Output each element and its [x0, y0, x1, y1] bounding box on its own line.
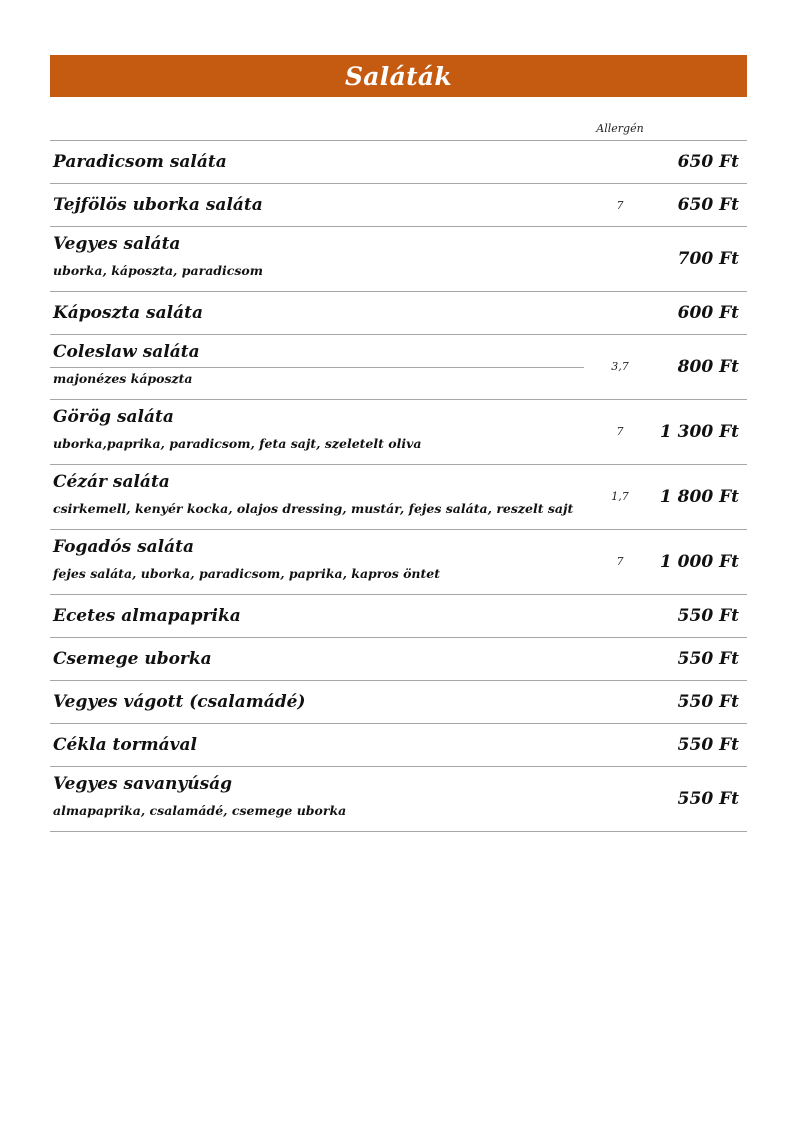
- item-price: 1 800 Ft: [659, 487, 739, 507]
- item-description: uborka,paprika, paradicsom, feta sajt, szeletelt oliva: [53, 436, 422, 451]
- divider: [50, 367, 584, 368]
- menu-item: [50, 400, 747, 465]
- menu-item: [50, 681, 747, 724]
- allergen-column-header: Allergén: [596, 122, 644, 135]
- item-allergen: 3,7: [611, 360, 629, 373]
- item-allergen: 7: [616, 199, 624, 212]
- item-price: 550 Ft: [677, 789, 739, 809]
- item-name: Káposzta saláta: [53, 303, 203, 323]
- item-name: Tejfölös uborka saláta: [53, 195, 263, 215]
- menu-item: [50, 530, 747, 595]
- item-name: Fogadós saláta: [53, 537, 195, 557]
- menu-list: [50, 140, 747, 832]
- menu-item: [50, 141, 747, 184]
- item-description: csirkemell, kenyér kocka, olajos dressing, mustár, fejes saláta, reszelt sajt: [53, 501, 574, 516]
- item-name: Ecetes almapaprika: [53, 606, 241, 626]
- item-allergen: 1,7: [611, 490, 629, 503]
- item-price: 700 Ft: [677, 249, 739, 269]
- menu-item: [50, 227, 747, 292]
- item-description: fejes saláta, uborka, paradicsom, paprika, kapros öntet: [53, 566, 441, 581]
- item-name: Coleslaw saláta: [53, 342, 200, 362]
- item-description: almapaprika, csalamádé, csemege uborka: [53, 803, 347, 818]
- menu-item: [50, 465, 747, 530]
- item-name: Vegyes savanyúság: [53, 774, 233, 794]
- section-title: Saláták: [344, 61, 453, 91]
- item-name: Cékla tormával: [53, 735, 198, 755]
- item-description: uborka, káposzta, paradicsom: [53, 263, 263, 278]
- item-price: 1 300 Ft: [659, 422, 739, 442]
- item-description: majonézes káposzta: [53, 371, 193, 386]
- item-name: Vegyes vágott (csalamádé): [53, 692, 306, 712]
- section-banner: [50, 55, 747, 97]
- item-name: Vegyes saláta: [53, 234, 181, 254]
- menu-item: [50, 595, 747, 638]
- item-allergen: 7: [616, 425, 624, 438]
- item-name: Cézár saláta: [53, 472, 170, 492]
- menu-item: [50, 184, 747, 227]
- item-price: 550 Ft: [677, 606, 739, 626]
- menu-item: [50, 335, 747, 400]
- item-name: Csemege uborka: [53, 649, 212, 669]
- item-price: 650 Ft: [677, 152, 739, 172]
- item-price: 550 Ft: [677, 692, 739, 712]
- item-price: 550 Ft: [677, 649, 739, 669]
- item-price: 600 Ft: [677, 303, 739, 323]
- menu-item: [50, 638, 747, 681]
- item-price: 650 Ft: [677, 195, 739, 215]
- item-name: Paradicsom saláta: [53, 152, 227, 172]
- menu-item: [50, 767, 747, 832]
- menu-item: [50, 292, 747, 335]
- item-name: Görög saláta: [53, 407, 174, 427]
- item-allergen: 7: [616, 555, 624, 568]
- item-price: 1 000 Ft: [659, 552, 739, 572]
- item-price: 550 Ft: [677, 735, 739, 755]
- menu-item: [50, 724, 747, 767]
- item-price: 800 Ft: [677, 357, 739, 377]
